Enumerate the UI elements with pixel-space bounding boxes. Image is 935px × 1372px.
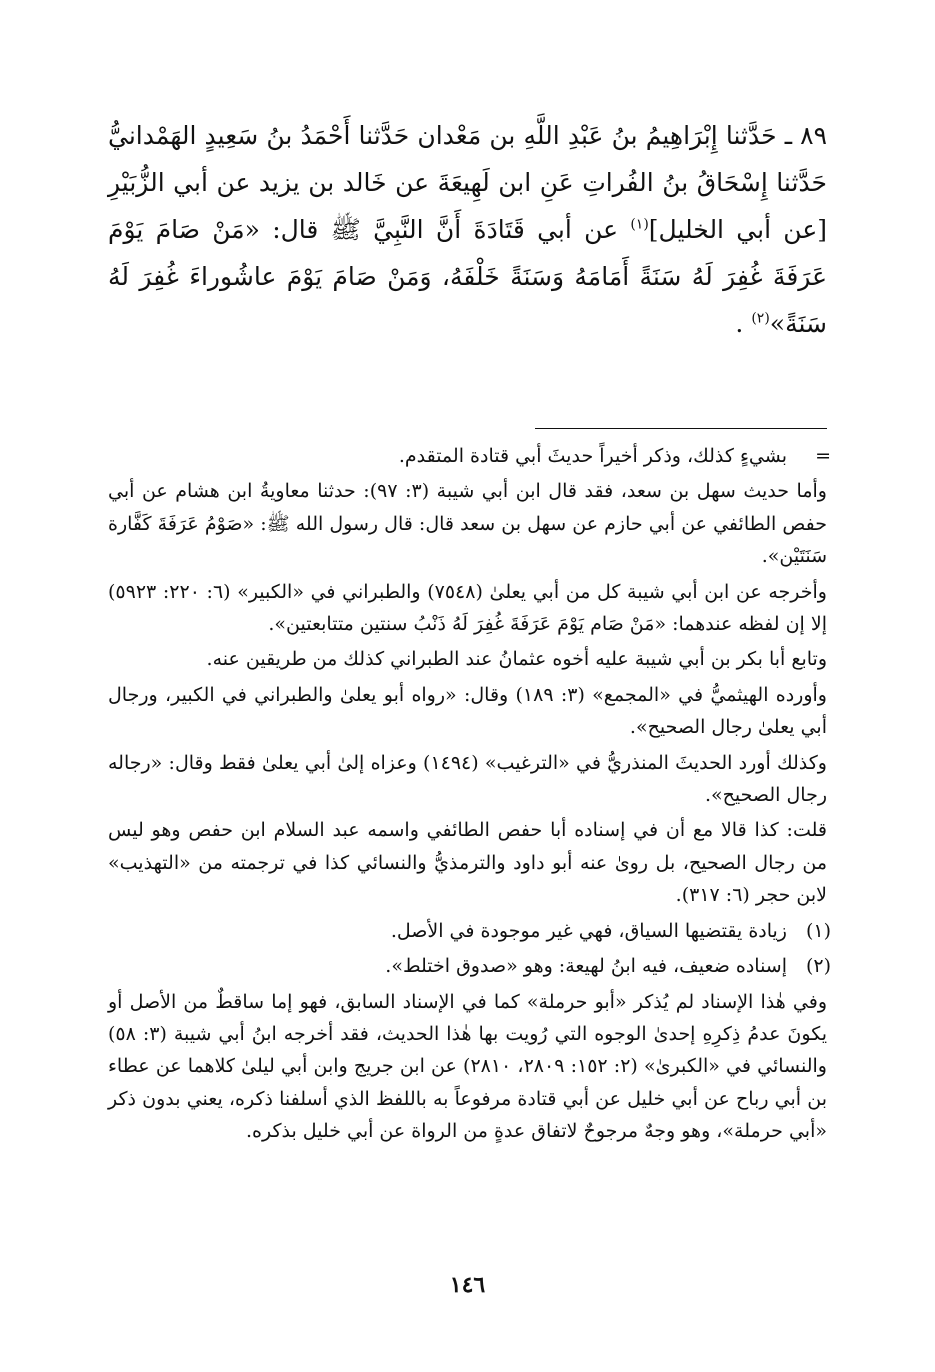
continuation-line: وأخرجه عن ابن أبي شيبة كل من أبي يعلىٰ (٧٥٤٨) والطبراني في «الكبير» (٦: ٢٢٠: ٥٩٢٣) إلا إن لفظه عندهما: «مَنْ صَام يَوْمَ عَرَفَةَ غُفِرَ لَهُ ذَنْبُ سنتين متتابعتين». [108,580,827,636]
hadith-text [108,112,827,347]
continuation-line: وكذلك أورد الحديثَ المنذريُّ في «الترغيب» (١٤٩٤) وعزاه إلىٰ أبي يعلىٰ فقط وقال: «رجاله رجال الصحيح». [108,751,827,807]
continuation-line: وأورده الهيثميُّ في «المجمع» (٣: ١٨٩) وقال: «رواه أبو يعلىٰ والطبراني في الكبير، ورجال أبي يعلىٰ رجال الصحيح». [108,683,827,739]
footnote-paragraph [108,679,827,744]
footnote-paragraph [108,576,827,641]
footnote-ref-1[interactable]: (١) [630,216,649,233]
continuation-line: قلت: كذا قالا مع أن في إسناده أبا حفص الطائفي واسمه عبد السلام ابن حفص وهو ليس من رجال الصحيح، بل روىٰ عنه أبو داود والترمذيُّ والنسائي كذا في ترجمته من «التهذيب» لابن حجر (٦: ٣١٧). [108,819,827,907]
continuation-line: وأما حديث سهل بن سعد، فقد قال ابن أبي شيبة (٣: ٩٧): حدثنا معاويةُ ابن هشام عن أبي حفص الطائفي عن أبي حازم عن سهل بن سعد قال: قال رسول الله ﷺ: «صَوْمُ عَرَفَةَ كَفَّارة سَنَتَيْن». [108,480,827,568]
continuation-line: وتابع أبا بكر بن أبي شيبة عليه أخوه عثمانُ عند الطبراني كذلك من طريقين عنه. [206,648,827,671]
hadith-chain-part1: حَدَّثنا إِبْرَاهِيمُ بنُ عَبْدِ اللَّهِ بن مَعْدان حَدَّثنا أَحْمَدُ بنُ سَعِيدٍ الهَمْدانيُّ حَدَّثنا إِسْحَاقُ بنُ الفُراتِ عَنِ ابن لَهِيعَةَ عن خَالد بن يزيد عن أبي الزُّبَيْرِ [عن أبي الخليل] [108,121,827,244]
footnote-2-marker: (٢) [805,955,831,978]
footnotes-section [108,440,831,1151]
hadith-dash: ـ [784,121,793,150]
footnote-continuation [108,440,831,472]
hadith-number: ٨٩ [800,121,828,150]
footnote-2-continuation [108,986,827,1148]
footnote-paragraph [108,475,827,572]
footnote-paragraph [108,643,827,675]
continuation-line: بشيءٍ كذلك، وذكر أخيراً حديثَ أبي قتادة المتقدم. [398,445,787,467]
footnote-ref-2[interactable]: (٢) [751,310,770,327]
footnote-1-text: زيادة يقتضيها السياق، فهي غير موجودة في الأصل. [390,919,787,942]
hadith-end-period: . [735,309,744,338]
footnote-1-marker: (١) [805,919,831,942]
footnote-paragraph [108,747,827,812]
footnote-2-text: إسناده ضعيف، فيه ابنُ لهيعة: وهو «صدوق اختلط». [385,955,787,978]
footnote-paragraph [108,814,827,911]
hadith-paragraph [108,112,827,347]
footnote-1 [108,915,831,947]
footnote-separator [535,428,827,429]
continuation-marker: = [815,445,831,467]
page-number: ١٤٦ [449,1272,486,1298]
footnote-2-text: وفي هٰذا الإسناد لم يُذكر «أبو حرملة» كما في الإسناد السابق، فهو إما ساقطٌ من الأصل أو يكونَ عدمُ ذِكرِهِ إحدىٰ الوجوه التي رُويت بها هٰذا الحديث، فقد أخرجه ابنُ أبي شيبة (٣: ٥٨) والنسائي في «الكبرىٰ» (٢: ١٥٢: ٢٨٠٩، ٢٨١٠) عن ابن جريج وابن أبي ليلىٰ كلاهما عن عطاء بن أبي رباح عن أبي خليل عن أبي قتادة مرفوعاً به باللفظ الذي أسلفنا ذكره، يعني بدون ذكر «أبي حرملة»، وهو وجهٌ مرجوحٌ لاتفاق عدةٍ من الرواة عن أبي خليل بذكره. [108,990,827,1143]
hadith-chain-part2: عن أبي قَتَادَةَ أَنَّ النَّبِيَّ ﷺ قال: «مَنْ صَامَ يَوْمَ عَرَفَةَ غُفِرَ لَهُ سَنَةً أَمَامَهُ وَسَنَةً خَلْفَهُ، وَمَنْ صَامَ يَوْمَ عاشُوراءَ غُفِرَ لَهُ سَنَةً» [108,215,827,338]
footnote-2 [108,950,831,982]
